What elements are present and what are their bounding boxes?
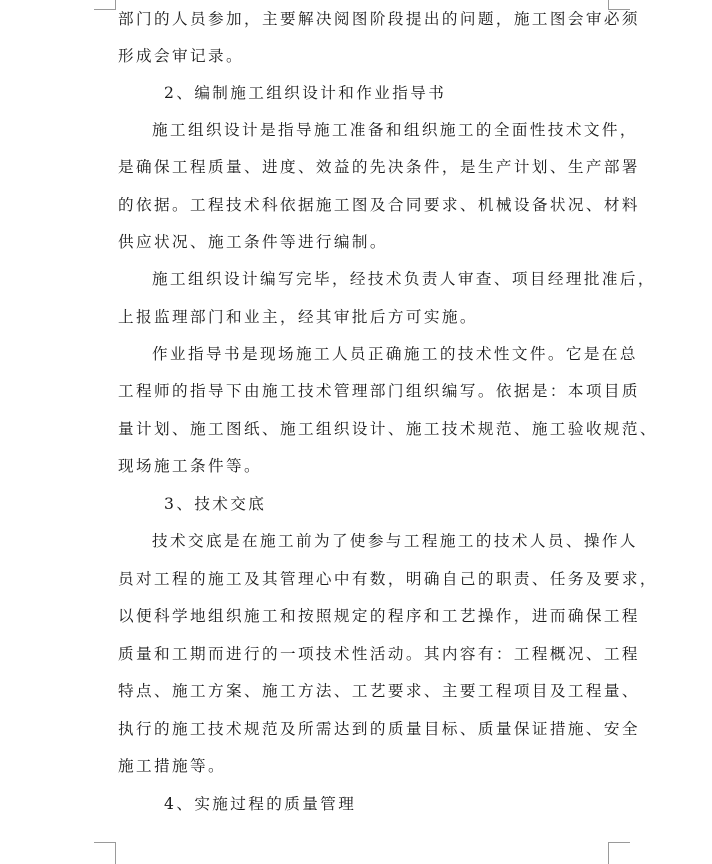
- paragraph-line: 上报监理部门和业主，经其审批后方可实施。: [118, 308, 478, 326]
- paragraph-line: 施工措施等。: [118, 757, 226, 775]
- paragraph-line: 作业指导书是现场施工人员正确施工的技术性文件。它是在总: [152, 345, 638, 363]
- section-heading: 2、编制施工组织设计和作业指导书: [164, 84, 447, 102]
- paragraph-line: 施工组织设计编写完毕，经技术负责人审查、项目经理批准后，: [152, 270, 656, 288]
- section-heading: 4、实施过程的质量管理: [164, 795, 357, 813]
- paragraph-line: 量计划、施工图纸、施工组织设计、施工技术规范、施工验收规范、: [118, 420, 658, 438]
- crop-mark-bottom-right: [608, 842, 630, 864]
- paragraph-line: 的依据。工程技术科依据施工图及合同要求、机械设备状况、材料: [118, 196, 640, 214]
- paragraph-line: 员对工程的施工及其管理心中有数，明确自己的职责、任务及要求，: [118, 570, 658, 588]
- paragraph-line: 供应状况、施工条件等进行编制。: [118, 233, 388, 251]
- paragraph-line: 工程师的指导下由施工技术管理部门组织编写。依据是：本项目质: [118, 382, 640, 400]
- paragraph-line: 现场施工条件等。: [118, 457, 262, 475]
- paragraph-line: 部门的人员参加，主要解决阅图阶段提出的问题，施工图会审必须: [118, 10, 640, 28]
- crop-mark-top-left: [94, 0, 116, 10]
- paragraph-line: 形成会审记录。: [118, 47, 244, 65]
- paragraph-line: 以便科学地组织施工和按照规定的程序和工艺操作，进而确保工程: [118, 607, 640, 625]
- paragraph-line: 执行的施工技术规范及所需达到的质量目标、质量保证措施、安全: [118, 720, 640, 738]
- paragraph-line: 技术交底是在施工前为了使参与工程施工的技术人员、操作人: [152, 532, 638, 550]
- paragraph-line: 施工组织设计是指导施工准备和组织施工的全面性技术文件，: [152, 121, 638, 139]
- paragraph-line: 质量和工期而进行的一项技术性活动。其内容有：工程概况、工程: [118, 645, 640, 663]
- crop-mark-bottom-left: [94, 842, 116, 864]
- paragraph-line: 特点、施工方案、施工方法、工艺要求、主要工程项目及工程量、: [118, 682, 640, 700]
- section-heading: 3、技术交底: [164, 495, 267, 513]
- paragraph-line: 是确保工程质量、进度、效益的先决条件，是生产计划、生产部署: [118, 158, 640, 176]
